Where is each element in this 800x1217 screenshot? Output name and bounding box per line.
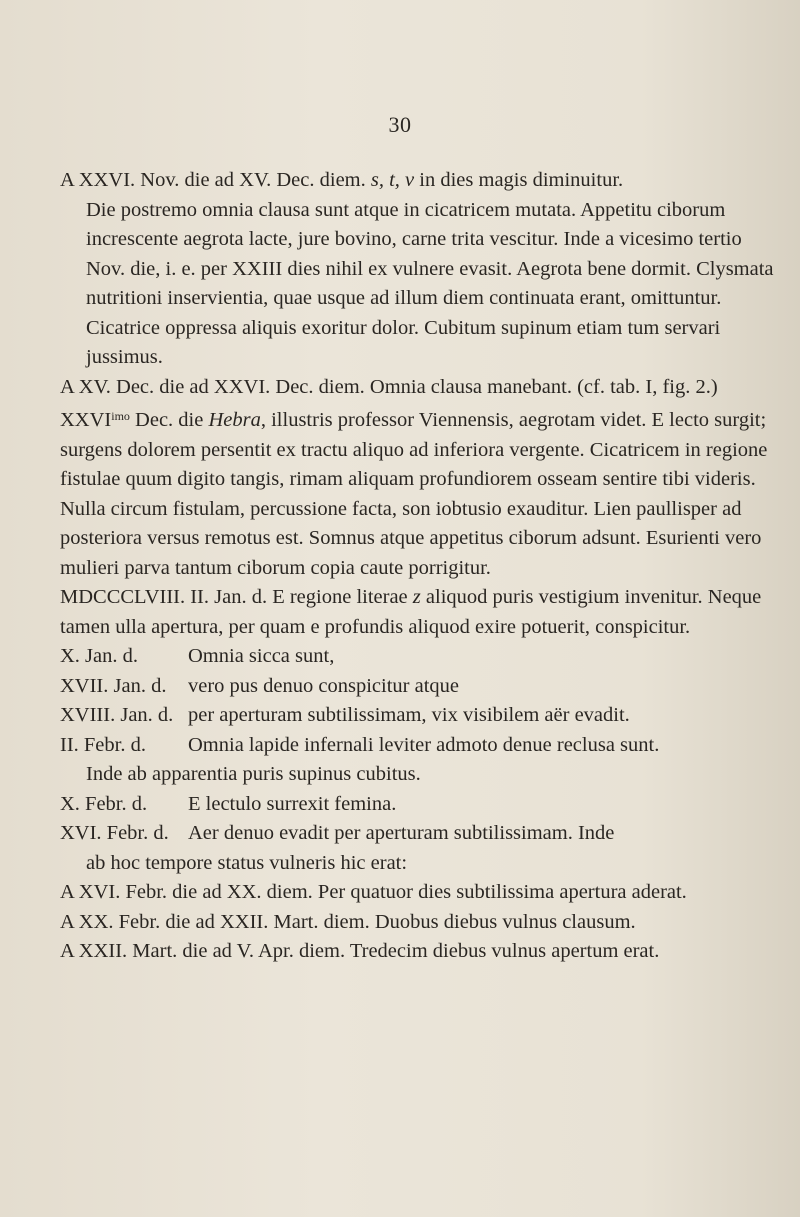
paragraph-tail-1: A XVI. Febr. die ad XX. diem. Per quatuor dies subtilissima apertura aderat. [60,881,687,903]
entry-continuation: ab hoc tempore status vulneris hic erat: [86,851,408,874]
page-number: 30 [388,112,412,137]
dated-entries [60,642,780,878]
person-name: Hebra [208,409,261,431]
entry-row: X. Jan. d. Omnia sicca sunt, [60,645,335,667]
entry-row: II. Febr. d. Omnia lapide infernali leviter admoto denue reclusa sunt. [60,733,660,756]
paragraph-3: MDCCCLVIII. II. Jan. d. E regione literae z aliquod puris vestigium invenitur. Neque tamen ulla apertura, per quam e profundis aliquod exire potuerit, conspicitur. [60,586,762,638]
paragraph-tail-3: A XXII. Mart. die ad V. Apr. diem. Tredecim diebus vulnus apertum erat. [60,940,660,962]
entry-row: X. Febr. d. E lectulo surrexit femina. [60,792,397,815]
entry-row: XVIII. Jan. d. per aperturam subtilissimam, vix visibilem aër evadit. [60,704,630,726]
paragraph-tail-2: A XX. Febr. die ad XXII. Mart. diem. Duobus diebus vulnus clausum. [60,910,636,933]
entry-row: XVII. Jan. d. vero pus denuo conspicitur atque [60,674,459,697]
entry-row: XVI. Febr. d. Aer denuo evadit per aperturam subtilissimam. Inde [60,822,615,844]
paragraph-1: A XXVI. Nov. die ad XV. Dec. diem. s, t, v in dies magis diminuitur. Die postremo omnia clausa sunt atque in cicatricem mutata. Appetitu ciborum increscente aegrota lacte, jure bovino, carne trita vescitur. Inde a vicesimo tertio Nov. die, i. e. per XXIII dies nihil ex vulnere evasit. Aegrota bene dormit. Clysmata nutritioni inservientia, quae usque ad illum diem continuata erant, omittuntur. Cicatrice oppressa aliquis exoritur dolor. Cubitum supinum etiam tum servari jussimus. [60,169,774,368]
paragraph-2: A XV. Dec. die ad XXVI. Dec. diem. Omnia clausa manebant. (cf. tab. I, fig. 2.) $XXVI^{imo}$ Dec. die Hebra, illustris professor Viennensis, aegrotam videt. E lecto surgit; surgens dolorem persentit ex tractu aliquo ad inferiora vergente. Cicatricem in regione fistulae quum digito tangis, rimam aliquam profundiorem osseam sentire tibi videris. Nulla circum fistulam, percussione facta, son iobtusio exauditur. Lien paullisper ad posteriora versus remotus est. Somnus atque appetitus ciborum adsunt. Esurienti vero mulieri parva tantum ciborum copia caute porrigitur. [60,375,768,579]
body-text [60,166,780,967]
entry-continuation: Inde ab apparentia puris supinus cubitus. [86,763,421,785]
